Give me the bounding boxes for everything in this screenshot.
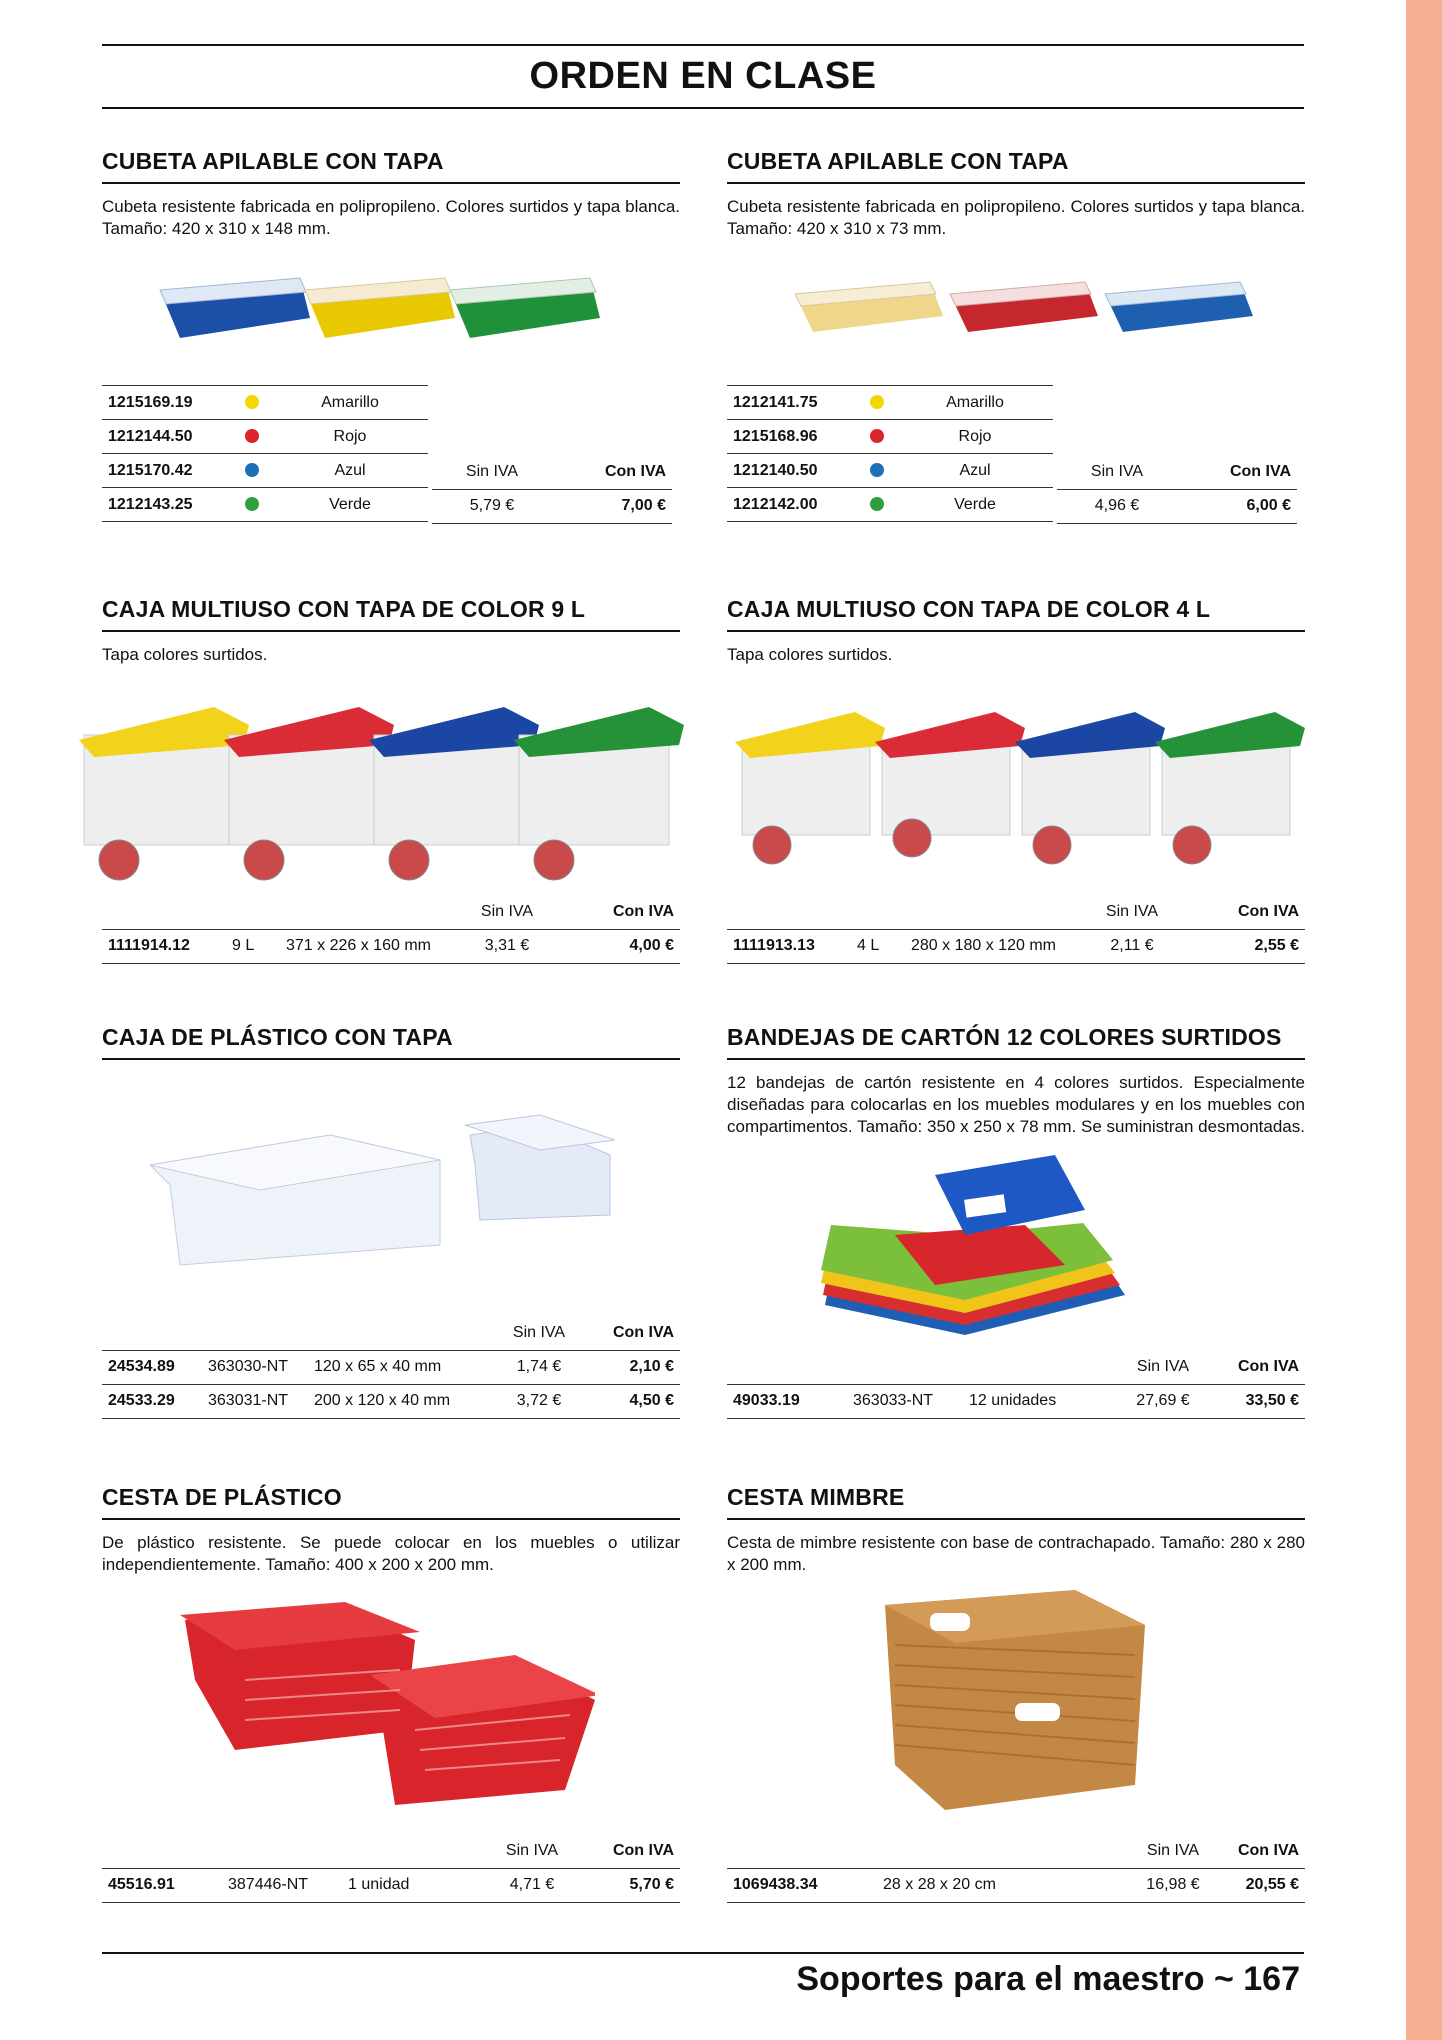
product-row-table: Sin IVA Con IVA 1111913.13 4 L 280 x 180 x 120 mm 2,11 € 2,55 € xyxy=(727,895,1305,964)
section-description: De plástico resistente. Se puede colocar en los muebles o utilizar independientemente. Tamaño: 400 x 200 x 200 mm. xyxy=(102,1533,680,1574)
page-title-bar xyxy=(102,44,1304,109)
page-title: ORDEN EN CLASE xyxy=(529,55,877,97)
section-caja-9l xyxy=(102,596,680,666)
table-row: 1212142.00 Verde xyxy=(727,488,1053,522)
section-description: Cubeta resistente fabricada en polipropileno. Colores surtidos y tapa blanca. Tamaño: 420 x 310 x 73 mm. xyxy=(727,197,1305,238)
table-row: 45516.91 387446-NT 1 unidad 4,71 € 5,70 € xyxy=(102,1868,680,1902)
page-footer: Soportes para el maestro ~ 167 xyxy=(796,1960,1300,1998)
yellow-dot-icon xyxy=(245,395,259,409)
section-caja-plastico xyxy=(102,1024,680,1060)
product-image-cestas-plastico xyxy=(175,1590,595,1810)
table-row: 1111914.12 9 L 371 x 226 x 160 mm 3,31 € 4,00 € xyxy=(102,929,680,963)
section-description: Tapa colores surtidos. xyxy=(102,645,268,664)
section-description: Cesta de mimbre resistente con base de contrachapado. Tamaño: 280 x 280 x 200 mm. xyxy=(727,1533,1305,1574)
footer-divider xyxy=(102,1952,1304,1954)
section-cesta-plastico xyxy=(102,1484,680,1576)
table-row: 1215168.96 Rojo xyxy=(727,420,1053,454)
color-code-table xyxy=(102,385,428,522)
section-title: CESTA DE PLÁSTICO xyxy=(102,1484,680,1520)
section-description: Cubeta resistente fabricada en polipropileno. Colores surtidos y tapa blanca. Tamaño: 420 x 310 x 148 mm. xyxy=(102,197,680,238)
table-row: 1111913.13 4 L 280 x 180 x 120 mm 2,11 € 2,55 € xyxy=(727,929,1305,963)
section-bandejas-carton xyxy=(727,1024,1305,1138)
table-row: 49033.19 363033-NT 12 unidades 27,69 € 33,50 € xyxy=(727,1384,1305,1418)
color-code-table xyxy=(727,385,1053,522)
product-row-table: Sin IVA Con IVA 1111914.12 9 L 371 x 226 x 160 mm 3,31 € 4,00 € xyxy=(102,895,680,964)
blue-dot-icon xyxy=(870,463,884,477)
section-title: CAJA MULTIUSO CON TAPA DE COLOR 4 L xyxy=(727,596,1305,632)
price-table: Sin IVA Con IVA 4,96 € 6,00 € xyxy=(1057,455,1297,524)
table-row: 1212140.50 Azul xyxy=(727,454,1053,488)
product-image-cesta-mimbre xyxy=(875,1585,1155,1815)
blue-dot-icon xyxy=(245,463,259,477)
green-dot-icon xyxy=(870,497,884,511)
product-row-table: Sin IVA Con IVA 49033.19 363033-NT 12 unidades 27,69 € 33,50 € xyxy=(727,1350,1305,1419)
product-image-cajas-4l xyxy=(730,700,1310,870)
product-image-cubetas xyxy=(150,258,600,358)
tray-green xyxy=(450,278,600,338)
product-image-cajas-plastico xyxy=(140,1105,640,1275)
table-row: 24533.29 363031-NT 200 x 120 x 40 mm 3,72 € 4,50 € xyxy=(102,1384,680,1418)
section-title: CUBETA APILABLE CON TAPA xyxy=(102,148,680,184)
section-cubeta-148 xyxy=(102,148,680,240)
section-caja-4l xyxy=(727,596,1305,666)
section-title: BANDEJAS DE CARTÓN 12 COLORES SURTIDOS xyxy=(727,1024,1305,1060)
section-cubeta-73 xyxy=(727,148,1305,240)
table-row: 1212143.25 Verde xyxy=(102,488,428,522)
section-title: CESTA MIMBRE xyxy=(727,1484,1305,1520)
tray-yellow xyxy=(305,278,455,338)
table-row: 1215170.42 Azul xyxy=(102,454,428,488)
product-image-cubetas-low xyxy=(790,262,1260,352)
price-table: Sin IVA Con IVA 5,79 € 7,00 € xyxy=(432,455,672,524)
red-dot-icon xyxy=(245,429,259,443)
yellow-dot-icon xyxy=(870,395,884,409)
section-cesta-mimbre xyxy=(727,1484,1305,1576)
product-row-table: Sin IVA Con IVA 1069438.34 28 x 28 x 20 cm 16,98 € 20,55 € xyxy=(727,1834,1305,1903)
section-description: Tapa colores surtidos. xyxy=(727,645,893,664)
product-image-bandejas xyxy=(815,1155,1135,1355)
table-row: 1212141.75 Amarillo xyxy=(727,386,1053,420)
red-dot-icon xyxy=(870,429,884,443)
table-row: 1069438.34 28 x 28 x 20 cm 16,98 € 20,55 € xyxy=(727,1868,1305,1902)
green-dot-icon xyxy=(245,497,259,511)
section-title: CUBETA APILABLE CON TAPA xyxy=(727,148,1305,184)
table-row: 1215169.19 Amarillo xyxy=(102,386,428,420)
section-description: 12 bandejas de cartón resistente en 4 colores surtidos. Especialmente diseñadas para colocarlas en los muebles modulares y en los muebles con compartimentos. Tamaño: 350 x 250 x 78 mm. Se suministran desmontadas. xyxy=(727,1073,1305,1136)
product-image-cajas-9l xyxy=(74,695,684,885)
table-row: 1212144.50 Rojo xyxy=(102,420,428,454)
section-title: CAJA DE PLÁSTICO CON TAPA xyxy=(102,1024,680,1060)
table-row: 24534.89 363030-NT 120 x 65 x 40 mm 1,74 € 2,10 € xyxy=(102,1350,680,1384)
product-row-table: Sin IVA Con IVA 24534.89 363030-NT 120 x 65 x 40 mm 1,74 € 2,10 € 24533.29 363031-NT 200 x 120 x 40 mm 3,72 € 4,50 € xyxy=(102,1316,680,1419)
tray-blue xyxy=(160,278,310,338)
section-title: CAJA MULTIUSO CON TAPA DE COLOR 9 L xyxy=(102,596,680,632)
product-row-table: Sin IVA Con IVA 45516.91 387446-NT 1 unidad 4,71 € 5,70 € xyxy=(102,1834,680,1903)
side-accent-band xyxy=(1406,0,1442,2040)
